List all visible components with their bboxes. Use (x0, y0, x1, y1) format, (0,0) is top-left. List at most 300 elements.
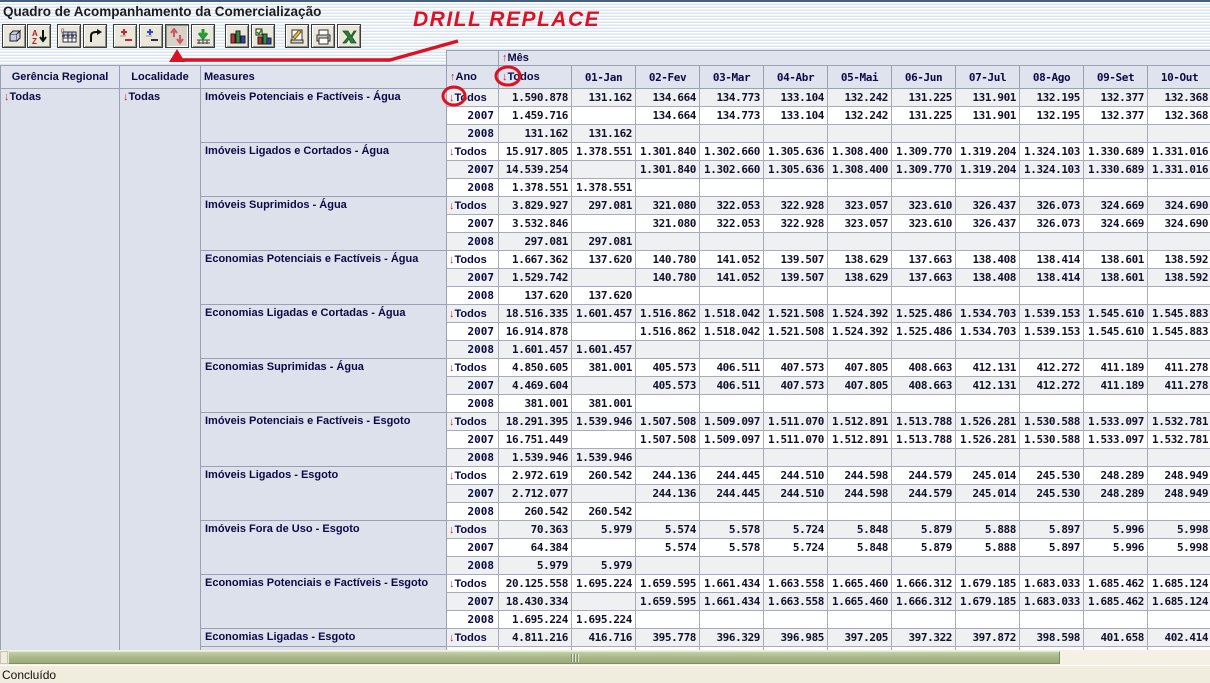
value-cell: 138.629 (828, 269, 892, 287)
year-member[interactable]: 2007 (447, 431, 499, 449)
header-col-month[interactable]: 08-Ago (1020, 66, 1084, 89)
drill-down-arrow-icon[interactable]: ↓ (123, 91, 129, 103)
value-cell: 132.242 (828, 107, 892, 125)
value-cell: 326.073 (1020, 197, 1084, 215)
olap-cube-icon[interactable] (2, 24, 26, 48)
pivot-corner (1, 51, 447, 66)
value-cell: 381.001 (499, 395, 572, 413)
value-cell: 322.928 (764, 197, 828, 215)
year-member[interactable]: 2007 (447, 215, 499, 233)
value-cell: 131.162 (572, 89, 636, 107)
value-cell: 1.666.312 (892, 575, 956, 593)
value-cell: 18.516.335 (499, 305, 572, 323)
year-member-label: Todos (454, 631, 487, 644)
year-member[interactable] (447, 251, 499, 269)
drill-down-arrow-icon[interactable]: ↓ (449, 361, 455, 374)
value-cell: 1.539.153 (1020, 305, 1084, 323)
measure-name[interactable]: Economias Suprimidas - Água (201, 359, 447, 413)
value-cell: 1.301.840 (636, 161, 700, 179)
year-member[interactable] (447, 305, 499, 323)
year-column-spacer (447, 51, 499, 66)
value-cell: 245.014 (956, 485, 1020, 503)
export-excel-icon[interactable] (337, 24, 361, 48)
value-cell: 131.901 (956, 89, 1020, 107)
value-cell (764, 449, 828, 467)
value-cell: 381.001 (572, 359, 636, 377)
table-row (1, 89, 1210, 107)
value-cell: 134.773 (700, 89, 764, 107)
value-cell: 1.545.883 (1148, 323, 1210, 341)
value-cell: 1.305.636 (764, 143, 828, 161)
value-cell: 244.445 (700, 485, 764, 503)
value-cell: 1.659.595 (636, 575, 700, 593)
value-cell (1084, 341, 1148, 359)
value-cell: 1.679.185 (956, 593, 1020, 611)
header-measures[interactable]: Measures (201, 66, 447, 89)
value-cell: 297.081 (572, 233, 636, 251)
value-cell: 1.685.462 (1084, 593, 1148, 611)
value-cell: 1.378.551 (499, 179, 572, 197)
value-cell (956, 449, 1020, 467)
year-member[interactable] (447, 629, 499, 647)
year-member[interactable] (447, 143, 499, 161)
value-cell (636, 395, 700, 413)
value-cell (956, 557, 1020, 575)
drill-down-arrow-icon[interactable]: ↓ (449, 631, 455, 644)
value-cell (1020, 287, 1084, 305)
value-cell: 5.979 (572, 521, 636, 539)
value-cell: 1.302.660 (700, 143, 764, 161)
value-cell: 395.778 (636, 629, 700, 647)
print-preview-icon[interactable] (285, 24, 309, 48)
value-cell (892, 395, 956, 413)
year-member-label: Todos (454, 145, 487, 158)
value-cell: 1.679.185 (956, 575, 1020, 593)
value-cell: 1.661.434 (700, 575, 764, 593)
drill-up-arrow-icon[interactable]: ↑ (450, 71, 456, 83)
value-cell (572, 539, 636, 557)
year-member[interactable] (447, 521, 499, 539)
year-member[interactable]: 2008 (447, 395, 499, 413)
value-cell: 1.518.042 (700, 305, 764, 323)
year-member[interactable] (447, 359, 499, 377)
value-cell: 397.205 (828, 629, 892, 647)
pivot-table (0, 50, 1210, 650)
drill-down-arrow-icon[interactable]: ↓ (449, 199, 455, 212)
chart-icon[interactable] (225, 24, 249, 48)
value-cell: 408.663 (892, 377, 956, 395)
value-cell (892, 503, 956, 521)
value-cell: 3.532.846 (499, 215, 572, 233)
value-cell: 1.521.508 (764, 305, 828, 323)
value-cell: 1.665.460 (828, 593, 892, 611)
value-cell (700, 341, 764, 359)
value-cell (1084, 449, 1148, 467)
value-cell: 5.888 (956, 521, 1020, 539)
value-cell (636, 503, 700, 521)
value-cell: 245.014 (956, 467, 1020, 485)
value-cell: 405.573 (636, 359, 700, 377)
value-cell: 131.162 (572, 125, 636, 143)
value-cell: 138.408 (956, 251, 1020, 269)
sort-az-icon[interactable] (27, 24, 51, 48)
gerencia-regional-member[interactable] (1, 89, 120, 651)
value-cell: 1.378.551 (572, 179, 636, 197)
year-member-label: Todos (454, 415, 487, 428)
value-cell: 1.319.204 (956, 161, 1020, 179)
year-member[interactable]: 2007 (447, 377, 499, 395)
value-cell: 323.057 (828, 215, 892, 233)
value-cell: 1.305.636 (764, 161, 828, 179)
drill-down-arrow-icon[interactable]: ↓ (449, 307, 455, 320)
value-cell: 1.324.103 (1020, 161, 1084, 179)
value-cell (572, 323, 636, 341)
year-member[interactable]: 2007 (447, 593, 499, 611)
header-col-month[interactable]: 07-Jul (956, 66, 1020, 89)
value-cell: 1.545.610 (1084, 323, 1148, 341)
value-cell: 134.773 (700, 107, 764, 125)
measure-name[interactable]: Economias Potenciais e Factíveis - Esgoto (201, 575, 447, 629)
value-cell (892, 611, 956, 629)
value-cell: 1.512.891 (828, 413, 892, 431)
value-cell: 1.308.400 (828, 143, 892, 161)
value-cell (828, 557, 892, 575)
year-member[interactable]: 2007 (447, 161, 499, 179)
year-member[interactable] (447, 197, 499, 215)
value-cell (572, 269, 636, 287)
value-cell: 244.510 (764, 467, 828, 485)
drill-down-arrow-icon[interactable]: ↓ (449, 91, 455, 104)
horizontal-scrollbar[interactable] (0, 650, 1210, 665)
drill-down-arrow-icon[interactable]: ↓ (449, 145, 455, 158)
value-cell: 138.408 (956, 269, 1020, 287)
value-cell: 260.542 (572, 503, 636, 521)
measure-name[interactable]: Imóveis Ligados e Cortados - Água (201, 143, 447, 197)
year-member[interactable]: 2007 (447, 107, 499, 125)
value-cell (1148, 341, 1210, 359)
value-cell (828, 449, 892, 467)
value-cell (764, 557, 828, 575)
value-cell (572, 431, 636, 449)
measure-name[interactable]: Imóveis Fora de Uso - Esgoto (201, 521, 447, 575)
value-cell (700, 503, 764, 521)
value-cell: 326.073 (1020, 215, 1084, 233)
print-icon[interactable] (311, 24, 335, 48)
header-col-month[interactable]: 02-Fev (636, 66, 700, 89)
value-cell: 1.685.124 (1148, 575, 1210, 593)
value-cell: 132.377 (1084, 107, 1148, 125)
svg-text:Z: Z (31, 36, 37, 45)
value-cell: 2.972.619 (499, 467, 572, 485)
year-member[interactable]: 2007 (447, 539, 499, 557)
measure-name[interactable]: Imóveis Potenciais e Factíveis - Água (201, 89, 447, 143)
value-cell: 412.131 (956, 359, 1020, 377)
value-cell: 132.242 (828, 89, 892, 107)
chart-options-icon[interactable] (251, 24, 275, 48)
year-member[interactable]: 2008 (447, 179, 499, 197)
value-cell: 141.052 (700, 269, 764, 287)
value-cell: 1.539.153 (1020, 323, 1084, 341)
year-member[interactable]: 2007 (447, 269, 499, 287)
value-cell: 323.057 (828, 197, 892, 215)
drill-down-arrow-icon[interactable]: ↓ (449, 415, 455, 428)
value-cell (636, 611, 700, 629)
value-cell: 1.685.124 (1148, 593, 1210, 611)
measure-name[interactable]: Imóveis Ligados - Esgoto (201, 467, 447, 521)
value-cell: 4.469.604 (499, 377, 572, 395)
value-cell: 1.539.946 (572, 449, 636, 467)
year-member[interactable]: 2007 (447, 323, 499, 341)
value-cell: 402.414 (1148, 629, 1210, 647)
value-cell: 138.414 (1020, 269, 1084, 287)
value-cell (636, 287, 700, 305)
value-cell (828, 341, 892, 359)
year-member-label: Todos (454, 91, 487, 104)
value-cell (892, 449, 956, 467)
value-cell: 1.663.558 (764, 575, 828, 593)
value-cell: 140.780 (636, 251, 700, 269)
year-member[interactable]: 2008 (447, 287, 499, 305)
value-cell: 260.542 (499, 503, 572, 521)
value-cell: 1.695.224 (499, 611, 572, 629)
value-cell: 248.289 (1084, 467, 1148, 485)
value-cell: 1.695.224 (572, 611, 636, 629)
value-cell: 244.579 (892, 467, 956, 485)
value-cell: 134.664 (636, 89, 700, 107)
value-cell (572, 485, 636, 503)
drill-replace-icon[interactable] (165, 24, 189, 48)
year-member[interactable]: 2008 (447, 611, 499, 629)
pivot-options-icon[interactable] (57, 24, 81, 48)
value-cell: 5.888 (956, 539, 1020, 557)
value-cell: 322.928 (764, 215, 828, 233)
value-cell: 244.510 (764, 485, 828, 503)
header-col-month[interactable]: 06-Jun (892, 66, 956, 89)
header-col-todos[interactable] (499, 66, 572, 89)
value-cell (828, 611, 892, 629)
value-cell: 248.949 (1148, 467, 1210, 485)
value-cell: 1.513.788 (892, 413, 956, 431)
value-cell: 132.368 (1148, 107, 1210, 125)
header-gerencia-regional[interactable]: Gerência Regional (1, 66, 120, 89)
measure-name[interactable]: Imóveis Potenciais e Factíveis - Esgoto (201, 413, 447, 467)
value-cell: 1.532.781 (1148, 413, 1210, 431)
value-cell: 1.331.016 (1148, 161, 1210, 179)
year-dimension-label: Ano (455, 71, 477, 83)
year-member[interactable]: 2008 (447, 557, 499, 575)
value-cell: 131.225 (892, 89, 956, 107)
drill-down-icon[interactable] (191, 24, 215, 48)
expand-collapse-blue-icon[interactable] (139, 24, 163, 48)
value-cell: 1.507.508 (636, 413, 700, 431)
value-cell: 416.716 (572, 629, 636, 647)
expand-collapse-red-icon[interactable] (113, 24, 137, 48)
value-cell: 405.573 (636, 377, 700, 395)
value-cell: 248.949 (1148, 485, 1210, 503)
header-col-month[interactable]: 10-Out (1148, 66, 1210, 89)
drill-down-arrow-icon[interactable]: ↓ (502, 71, 508, 83)
svg-text:A: A (31, 28, 38, 38)
value-cell: 16.751.449 (499, 431, 572, 449)
value-cell: 324.669 (1084, 197, 1148, 215)
value-cell (764, 125, 828, 143)
value-cell: 1.683.033 (1020, 593, 1084, 611)
year-member-label: Todos (454, 253, 487, 266)
value-cell (1148, 233, 1210, 251)
value-cell: 1.319.204 (956, 143, 1020, 161)
toolbar (0, 24, 1210, 49)
value-cell: 244.136 (636, 485, 700, 503)
value-cell (956, 233, 1020, 251)
year-member[interactable] (447, 575, 499, 593)
value-cell: 1.530.588 (1020, 413, 1084, 431)
header-col-month[interactable]: 09-Set (1084, 66, 1148, 89)
column-dimension-mes[interactable] (499, 51, 1210, 66)
drill-up-arrow-icon[interactable]: ↑ (502, 52, 508, 64)
value-cell: 138.601 (1084, 251, 1148, 269)
value-cell (828, 179, 892, 197)
value-cell (764, 503, 828, 521)
localidade-member[interactable] (120, 89, 201, 651)
value-cell (1148, 611, 1210, 629)
value-cell: 1.324.103 (1020, 143, 1084, 161)
value-cell (700, 557, 764, 575)
value-cell: 64.384 (499, 539, 572, 557)
value-cell: 1.539.946 (499, 449, 572, 467)
value-cell (828, 395, 892, 413)
status-bar (0, 665, 1210, 683)
value-cell (1084, 395, 1148, 413)
scrollbar-left-edge[interactable] (0, 651, 8, 664)
value-cell (892, 341, 956, 359)
header-localidade[interactable]: Localidade (120, 66, 201, 89)
value-cell: 139.507 (764, 269, 828, 287)
value-cell (572, 377, 636, 395)
header-col-month[interactable]: 01-Jan (572, 66, 636, 89)
value-cell: 397.872 (956, 629, 1020, 647)
value-cell: 260.542 (572, 467, 636, 485)
value-cell (1084, 125, 1148, 143)
value-cell: 1.524.392 (828, 323, 892, 341)
value-cell: 1.330.689 (1084, 143, 1148, 161)
measure-name[interactable]: Imóveis Suprimidos - Água (201, 197, 447, 251)
value-cell: 1.525.486 (892, 305, 956, 323)
header-ano[interactable] (447, 66, 499, 89)
value-cell: 1.511.070 (764, 413, 828, 431)
value-cell (956, 287, 1020, 305)
scrollbar-grip-icon (571, 654, 579, 662)
value-cell: 244.579 (892, 485, 956, 503)
measure-name[interactable]: Economias Ligadas e Cortadas - Água (201, 305, 447, 359)
drill-down-arrow-icon[interactable]: ↓ (449, 253, 455, 266)
value-cell: 131.225 (892, 107, 956, 125)
value-cell: 5.848 (828, 539, 892, 557)
year-member[interactable]: 2008 (447, 125, 499, 143)
header-col-month[interactable]: 05-Mai (828, 66, 892, 89)
value-cell: 1.545.883 (1148, 305, 1210, 323)
value-cell (1020, 395, 1084, 413)
value-cell (892, 557, 956, 575)
value-cell: 297.081 (499, 233, 572, 251)
year-member[interactable] (447, 467, 499, 485)
drill-down-arrow-icon[interactable]: ↓ (449, 577, 455, 590)
drill-down-arrow-icon[interactable]: ↓ (449, 469, 455, 482)
value-cell (1084, 233, 1148, 251)
measure-name[interactable]: Economias Potenciais e Factíveis - Água (201, 251, 447, 305)
value-cell: 412.131 (956, 377, 1020, 395)
value-cell: 396.329 (700, 629, 764, 647)
value-cell (572, 161, 636, 179)
value-cell (764, 179, 828, 197)
header-col-month[interactable]: 03-Mar (700, 66, 764, 89)
value-cell: 1.534.703 (956, 305, 1020, 323)
year-member-label: Todos (454, 199, 487, 212)
value-cell: 244.445 (700, 467, 764, 485)
value-cell (956, 179, 1020, 197)
value-cell: 1.526.281 (956, 413, 1020, 431)
value-cell: 14.539.254 (499, 161, 572, 179)
year-member[interactable]: 2008 (447, 503, 499, 521)
value-cell: 139.507 (764, 251, 828, 269)
value-cell: 133.104 (764, 89, 828, 107)
value-cell: 5.979 (499, 557, 572, 575)
value-cell (1148, 449, 1210, 467)
value-cell: 5.574 (636, 521, 700, 539)
value-cell: 411.189 (1084, 359, 1148, 377)
value-cell (1020, 449, 1084, 467)
swap-axes-icon[interactable] (83, 24, 107, 48)
value-cell (764, 611, 828, 629)
value-cell: 244.598 (828, 467, 892, 485)
drill-down-arrow-icon[interactable]: ↓ (449, 523, 455, 536)
value-cell: 245.530 (1020, 467, 1084, 485)
value-cell: 407.573 (764, 377, 828, 395)
value-cell: 1.532.781 (1148, 431, 1210, 449)
measure-name[interactable]: Economias Ligadas - Esgoto (201, 629, 447, 647)
value-cell (700, 611, 764, 629)
year-member-label: Todos (454, 577, 487, 590)
value-cell: 18.430.334 (499, 593, 572, 611)
year-member[interactable] (447, 89, 499, 107)
value-cell: 411.278 (1148, 377, 1210, 395)
header-col-month[interactable]: 04-Abr (764, 66, 828, 89)
drill-down-arrow-icon[interactable]: ↓ (4, 91, 10, 103)
year-member[interactable]: 2007 (447, 485, 499, 503)
value-cell (1020, 341, 1084, 359)
value-cell (956, 503, 1020, 521)
value-cell: 1.529.742 (499, 269, 572, 287)
value-cell: 134.664 (636, 107, 700, 125)
gerencia-member-label: Todas (9, 91, 42, 103)
value-cell: 138.601 (1084, 269, 1148, 287)
value-cell: 324.690 (1148, 197, 1210, 215)
value-cell (1084, 557, 1148, 575)
value-cell: 1.511.070 (764, 431, 828, 449)
header-col-todos-label: Todos (507, 71, 540, 83)
scrollbar-thumb[interactable] (8, 651, 1060, 664)
value-cell: 1.525.486 (892, 323, 956, 341)
year-member[interactable]: 2008 (447, 233, 499, 251)
year-member[interactable] (447, 413, 499, 431)
value-cell (572, 215, 636, 233)
value-cell: 5.897 (1020, 521, 1084, 539)
value-cell (828, 125, 892, 143)
value-cell: 324.690 (1148, 215, 1210, 233)
year-member[interactable]: 2008 (447, 341, 499, 359)
year-member[interactable]: 2008 (447, 449, 499, 467)
value-cell: 1.331.016 (1148, 143, 1210, 161)
value-cell (764, 341, 828, 359)
